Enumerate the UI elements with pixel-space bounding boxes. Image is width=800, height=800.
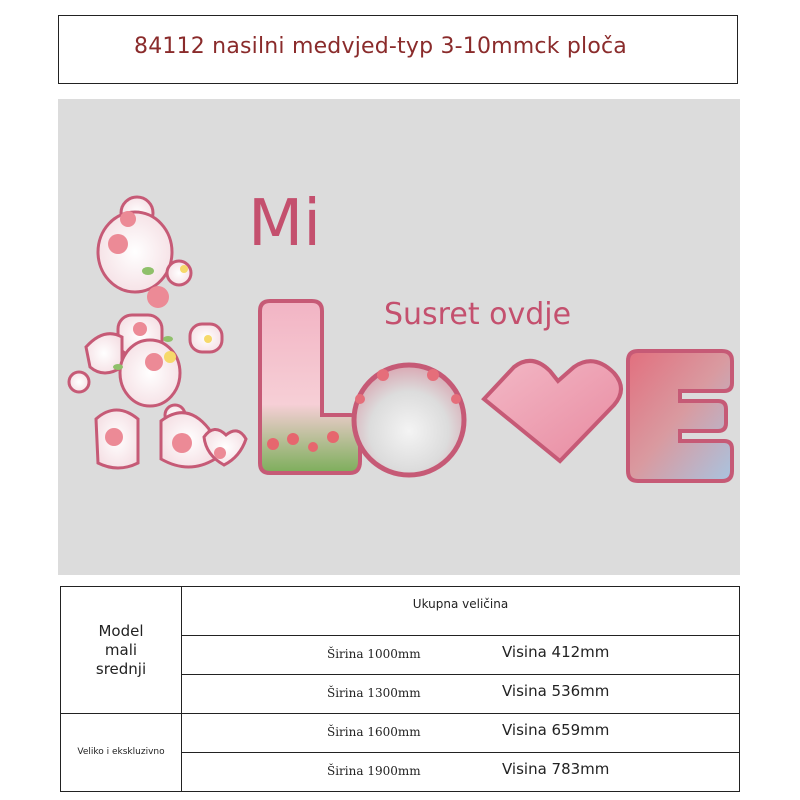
- size-row-1: [182, 636, 740, 675]
- height-value: Visina 412mm: [502, 643, 610, 661]
- letter-o: [354, 365, 464, 475]
- size-row-4: [182, 753, 740, 792]
- heading-susret: Susret ovdje: [384, 297, 572, 332]
- letter-e: [628, 351, 732, 481]
- height-value: Visina 536mm: [502, 682, 610, 700]
- product-image: [58, 99, 740, 575]
- width-value: Širina 1900mm: [327, 764, 421, 778]
- heading-mi: Mi: [248, 187, 321, 261]
- height-value: Visina 783mm: [502, 760, 610, 778]
- size-row-2: [182, 675, 740, 714]
- width-value: Širina 1300mm: [327, 686, 421, 700]
- bear-figure: [69, 197, 246, 468]
- width-value: Širina 1000mm: [327, 647, 421, 661]
- size-table: [60, 586, 740, 792]
- model-label: Model mali srednji: [95, 621, 147, 678]
- product-title: 84112 nasilni medvjed-typ 3-10mmck ploča: [134, 34, 627, 59]
- model-cell: [61, 587, 182, 714]
- love-bear-artwork: [58, 99, 740, 575]
- large-model-label: Veliko i ekskluzivno: [77, 747, 165, 757]
- table-header: Ukupna veličina: [182, 587, 740, 636]
- width-value: Širina 1600mm: [327, 725, 421, 739]
- table-row: [61, 587, 740, 636]
- letter-v: [484, 361, 621, 461]
- table-row: [61, 714, 740, 753]
- height-value: Visina 659mm: [502, 721, 610, 739]
- title-box: [58, 15, 738, 84]
- large-model-cell: [61, 714, 182, 792]
- size-row-3: [182, 714, 740, 753]
